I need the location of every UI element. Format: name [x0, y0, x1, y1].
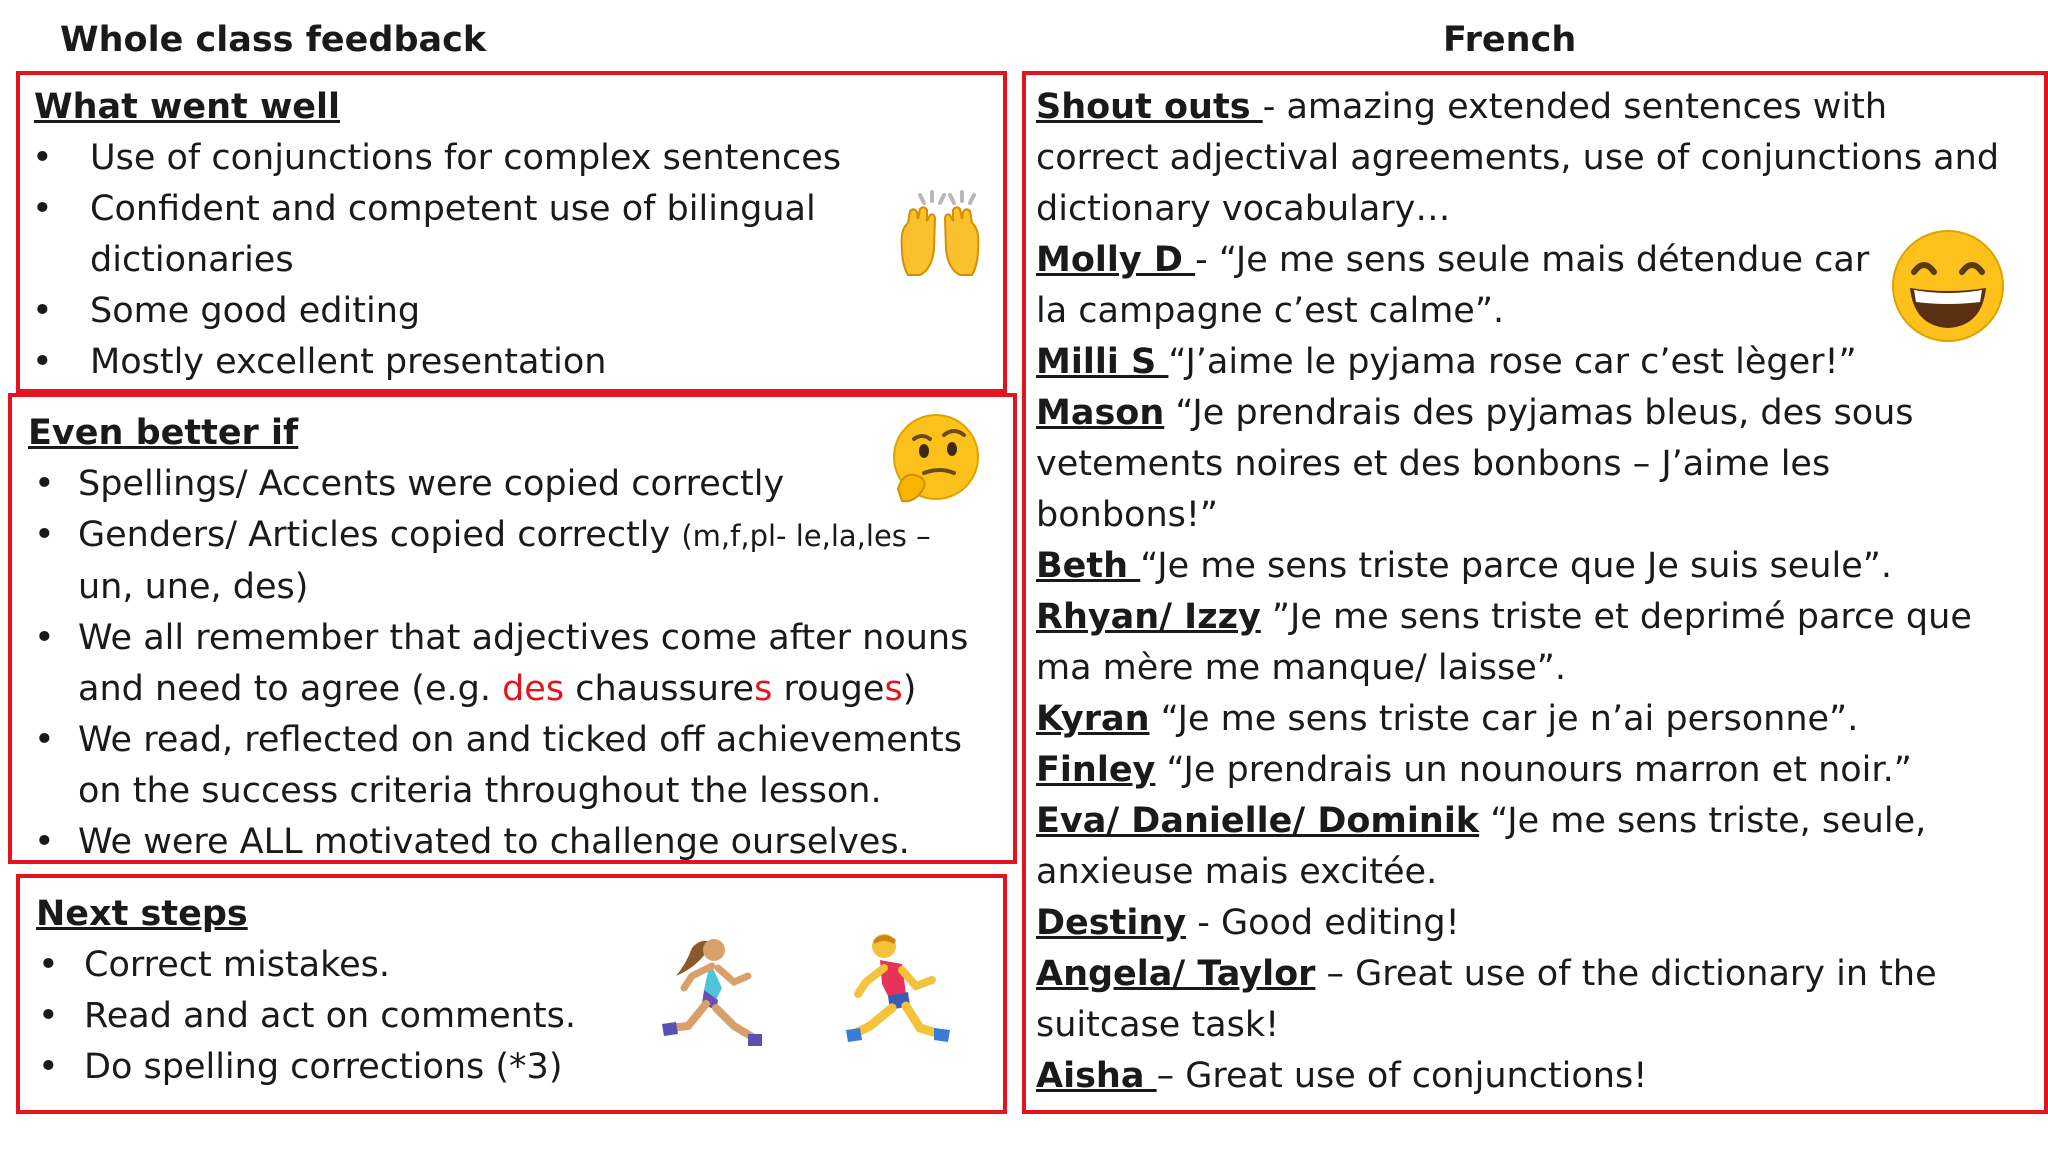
list-item: [1036, 592, 2016, 694]
shout-outs-intro: [1036, 82, 2016, 235]
pupil-name: Kyran: [1036, 699, 1150, 739]
pupil-name: Destiny: [1036, 903, 1187, 943]
pupil-quote: – Great use of conjunctions!: [1156, 1056, 1648, 1096]
pupil-name: Rhyan/ Izzy: [1036, 597, 1261, 637]
list-item: [1036, 796, 2016, 898]
pupil-name: Aisha: [1036, 1056, 1157, 1096]
pupil-name: Eva/ Danielle/ Dominik: [1036, 801, 1480, 841]
what-went-well-title: What went well: [34, 87, 341, 127]
pupil-quote: - “Je me sens seule mais détendue car la campagne c’est calme”.: [1036, 240, 1870, 331]
next-steps-list: [84, 940, 644, 1093]
list-item: • Mostly excellent presentation: [90, 337, 870, 388]
pupil-quote: “Je me sens triste parce que Je suis seule”.: [1140, 546, 1892, 586]
list-item: [1036, 337, 2016, 388]
genders-cont: un, une, des): [78, 567, 309, 607]
right-heading: French: [1443, 20, 1577, 60]
list-item: • Spellings/ Accents were copied correctly: [78, 459, 1008, 510]
agree-word: chaussure: [564, 669, 755, 709]
agree-close: ): [902, 669, 917, 709]
french-shoutouts: [1036, 82, 2016, 1102]
even-better-if-list: [78, 459, 1008, 868]
pupil-name: Mason: [1036, 393, 1165, 433]
list-item: [1036, 898, 2016, 949]
left-heading: Whole class feedback: [60, 20, 487, 60]
even-better-if-title: Even better if: [28, 413, 299, 453]
pupil-name: Beth: [1036, 546, 1141, 586]
highlight-s: s: [754, 669, 773, 709]
list-item: [1036, 949, 2016, 1051]
list-item: [1036, 1051, 2016, 1102]
even-better-if-box: [8, 393, 1017, 864]
thinking-face-icon: [884, 411, 988, 507]
list-item: [1036, 541, 2016, 592]
what-went-well-box: [16, 71, 1007, 393]
pupil-quote: “Je me sens triste, seule, anxieuse mais excitée.: [1036, 801, 1927, 892]
pupil-name: Finley: [1036, 750, 1156, 790]
highlight-des: des: [502, 669, 565, 709]
next-steps-box: [16, 874, 1007, 1114]
pupil-name: Angela/ Taylor: [1036, 954, 1316, 994]
pupil-quote: “Je prendrais un nounours marron et noir.”: [1155, 750, 1912, 790]
raising-hands-icon: [890, 189, 990, 289]
pupil-name: Milli S: [1036, 342, 1169, 382]
list-item: [1036, 694, 2016, 745]
pupil-quote: “Je me sens triste car je n’ai personne”.: [1149, 699, 1859, 739]
list-item: • Some good editing: [90, 286, 870, 337]
list-item: • Confident and competent use of bilingual dictionaries: [90, 184, 850, 286]
list-item: [1036, 388, 2016, 541]
genders-detail: (m,f,pl- le,la,les –: [681, 519, 931, 553]
list-item: [78, 613, 988, 715]
list-item: • Read and act on comments.: [84, 991, 644, 1042]
list-item: • Do spelling corrections (*3): [84, 1042, 644, 1093]
pupil-quote: - Good editing!: [1186, 903, 1460, 943]
shout-outs-label: Shout outs: [1036, 87, 1263, 127]
grinning-face-icon: [1886, 228, 2010, 344]
shout-outs-text: - amazing extended sentences with correct adjectival agreements, use of conjunctions and dictionary vocabulary…: [1036, 87, 2000, 229]
next-steps-title: Next steps: [36, 894, 248, 934]
man-running-icon: [840, 930, 960, 1060]
list-item: [1036, 745, 2016, 796]
pupil-name: Molly D: [1036, 240, 1196, 280]
list-item: • We were ALL motivated to challenge ourselves.: [78, 817, 1008, 868]
list-item: [1036, 235, 1886, 337]
list-item: • We read, reflected on and ticked off achievements on the success criteria throughout the lesson.: [78, 715, 978, 817]
agree-word: rouge: [772, 669, 885, 709]
list-item: • Use of conjunctions for complex sentences: [90, 133, 870, 184]
pupil-quote: “Je prendrais des pyjamas bleus, des sous vetements noires et des bonbons – J’aime les bonbons!”: [1036, 393, 1914, 535]
pupil-quote: ”Je me sens triste et deprimé parce que ma mère me manque/ laisse”.: [1036, 597, 1972, 688]
pupil-quote: “J’aime le pyjama rose car c’est lèger!”: [1168, 342, 1857, 382]
list-item: [78, 510, 1008, 613]
genders-text: Genders/ Articles copied correctly: [78, 515, 682, 555]
agree-text: We all remember that adjectives come after nouns and need to agree (e.g.: [78, 618, 969, 709]
pupil-quote: – Great use of the dictionary in the suitcase task!: [1036, 954, 1937, 1045]
woman-running-icon: [656, 930, 776, 1060]
what-went-well-list: [90, 133, 870, 388]
highlight-s: s: [884, 669, 903, 709]
list-item: • Correct mistakes.: [84, 940, 644, 991]
